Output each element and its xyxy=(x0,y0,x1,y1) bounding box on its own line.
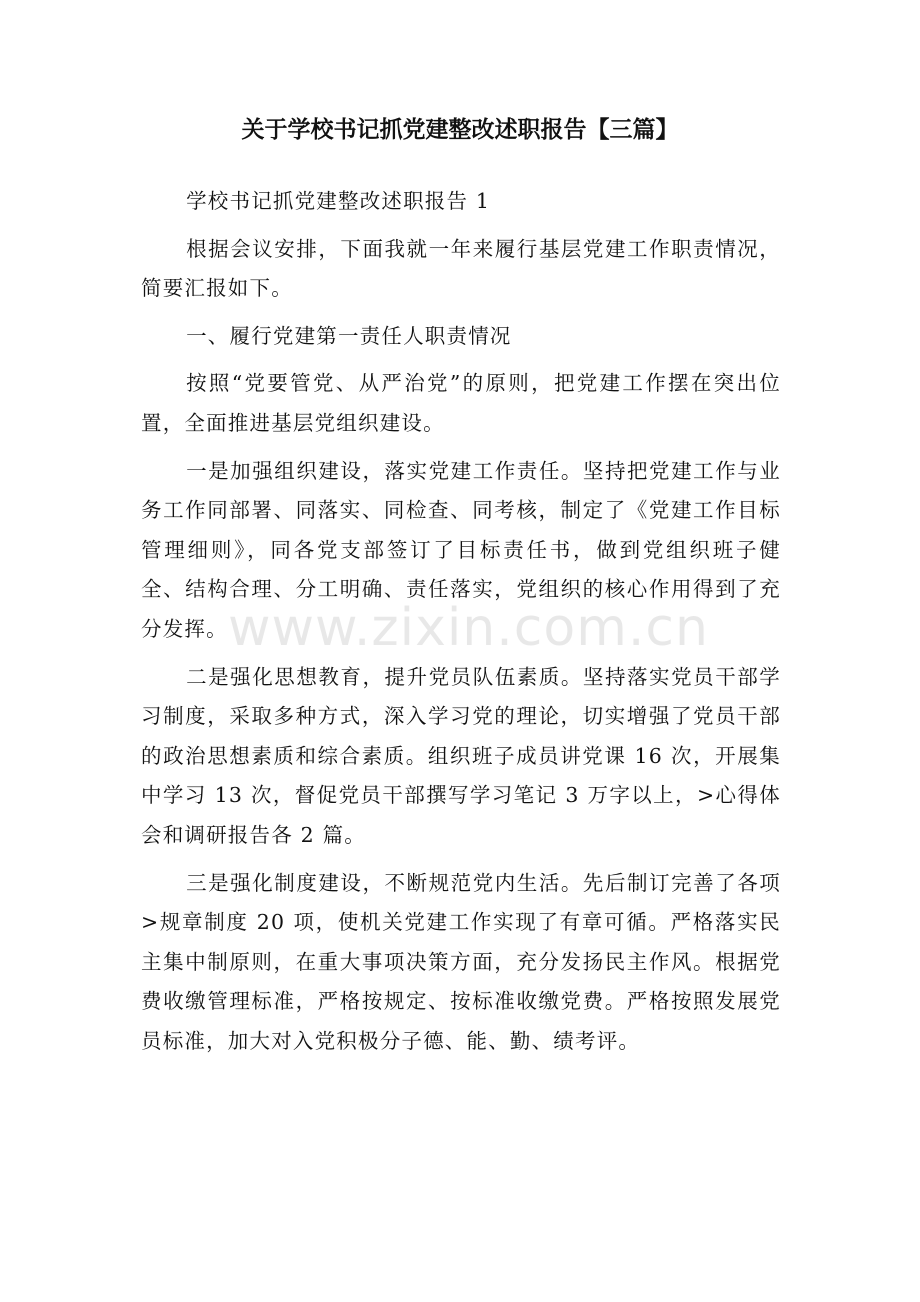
section-subheading: 学校书记抓党建整改述职报告 1 xyxy=(186,189,491,213)
paragraph: 三是强化制度建设，不断规范党内生活。先后制订完善了各项>规章制度 20 项，使机关党建工作实现了有章可循。严格落实民主集中制原则，在重大事项决策方面，充分发扬民主作风。根据党费收缴管理标准，严格按规定、按标准收缴党费。严格按照发展党员标准，加大对入党积极分子德、能、勤、绩考评。 xyxy=(141,870,781,1053)
paragraph: 按照“党要管党、从严治党”的原则，把党建工作摆在突出位置，全面推进基层党组织建设。 xyxy=(141,371,781,435)
watermark: www.zixin.com.cn xyxy=(228,598,709,658)
document-body xyxy=(141,182,781,1069)
paragraph: 二是强化思想教育，提升党员队伍素质。坚持落实党员干部学习制度，采取多种方式，深入学习党的理论，切实增强了党员干部的政治思想素质和综合素质。组织班子成员讲党课 16 次，开展集中学习 13 次，督促党员干部撰写学习笔记 3 万字以上，>心得体会和调研报告各 2 篇。 xyxy=(141,664,782,847)
paragraph: 一是加强组织建设，落实党建工作责任。坚持把党建工作与业务工作同部署、同落实、同检查、同考核，制定了《党建工作目标管理细则》，同各党支部签订了目标责任书，做到党组织班子健全、结构合理、分工明确、责任落实，党组织的核心作用得到了充分发挥。 xyxy=(141,458,781,641)
paragraph: 根据会议安排，下面我就一年来履行基层党建工作职责情况，简要汇报如下。 xyxy=(141,236,781,301)
section-heading: 一、履行党建第一责任人职责情况 xyxy=(186,323,512,348)
document-title: 关于学校书记抓党建整改述职报告【三篇】 xyxy=(241,116,679,143)
